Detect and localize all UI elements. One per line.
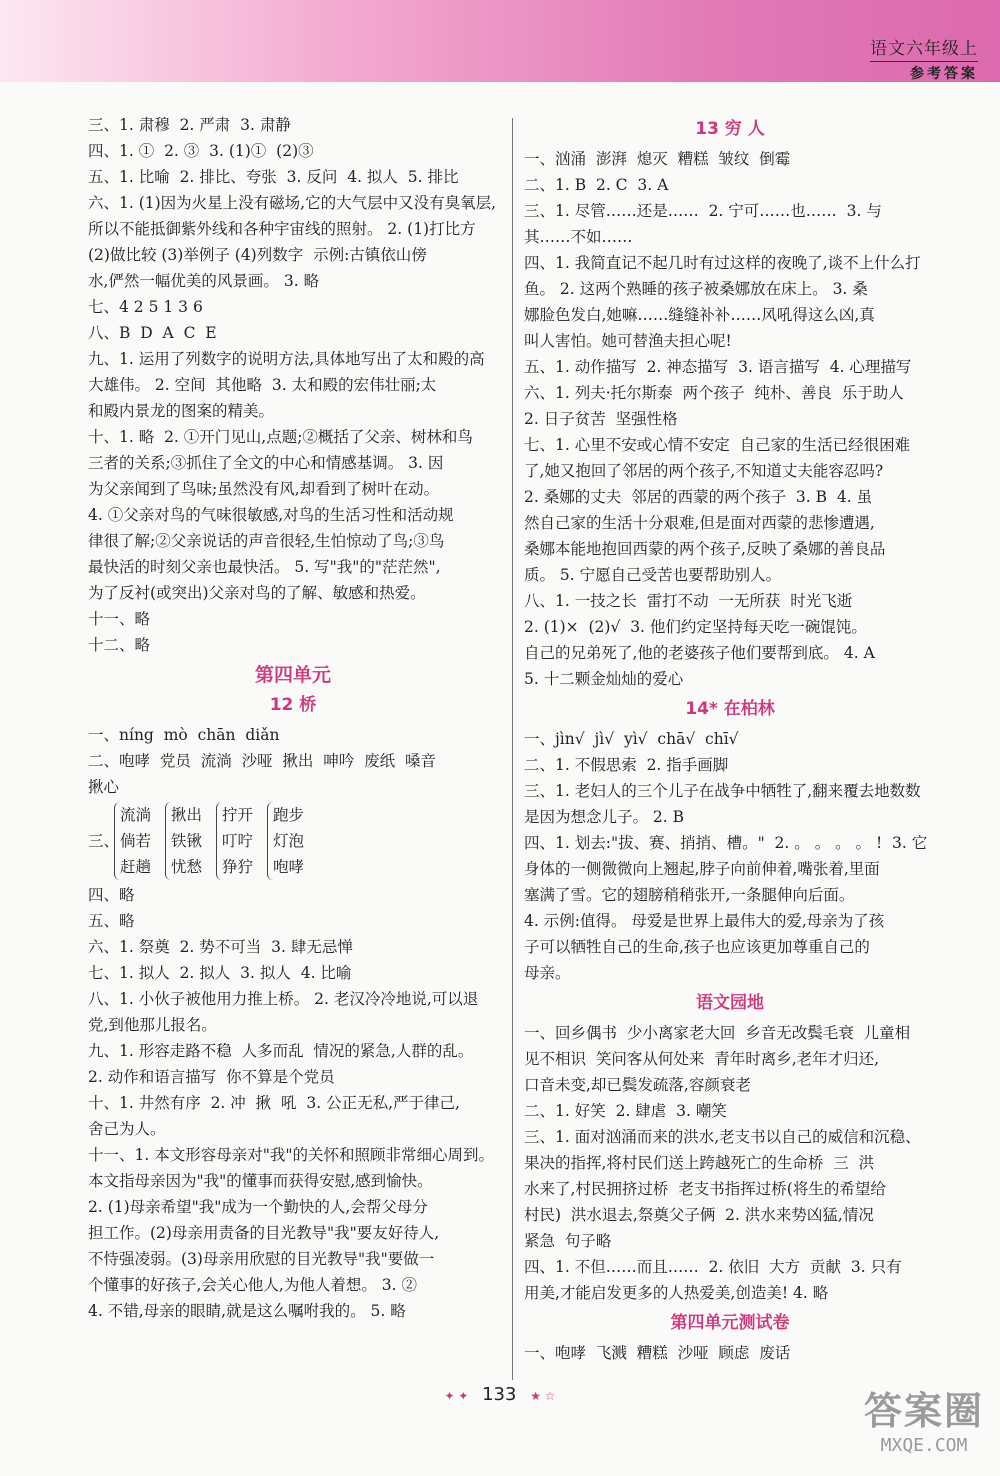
column-divider bbox=[512, 118, 513, 1380]
answer-item: 十一、1. 本文形容母亲对"我"的关怀和照顾非常细心周到。 本文指母亲因为"我"的懂事而获得安慰,感到愉快。 2. (1)母亲希望"我"成为一个勤快的人,会帮父母分 担工作。(2)母亲用责备的目光教导"我"要友好待人, 不恃强凌弱。(3)母亲用欣慰的目光教导"我"要做一 个懂事的好孩子,会关心他人,为他人着想。 3. ② 4. 不错,母亲的眼睛,就是这么嘱咐我的。 5. 略 bbox=[88, 1146, 494, 1320]
answer-item: 一、汹涌 澎湃 熄灭 糟糕 皱纹 倒霉 bbox=[524, 150, 791, 168]
answer-item: 七、4 2 5 1 3 6 bbox=[88, 298, 203, 316]
word: 赶趟 bbox=[120, 858, 152, 876]
book-subtitle: 参考答案 bbox=[870, 61, 978, 83]
answer-item: 二、咆哮 党员 流淌 沙哑 揪出 呻吟 废纸 嗓音 揪心 bbox=[88, 752, 436, 796]
watermark-logo bbox=[864, 1380, 984, 1456]
answer-item: 三、1. 面对汹涌而来的洪水,老支书以自己的威信和沉稳、 果决的指挥,将村民们送上跨越死亡的生命桥 三 洪 水来了,村民拥挤过桥 老支书指挥过桥(将生的希望给 村民) 洪水退去,祭奠父子俩 2. 洪水来势凶猛,情况 紧急 句子略 bbox=[524, 1128, 921, 1250]
answer-item: 二、1. 不假思索 2. 指手画脚 bbox=[524, 756, 729, 774]
answer-item: 三、1. 肃穆 2. 严肃 3. 肃静 bbox=[88, 116, 291, 134]
word-group bbox=[267, 802, 304, 880]
book-title: 语文六年级上 bbox=[870, 39, 978, 59]
answer-item: 六、1. (1)因为火星上没有磁场,它的大气层中又没有臭氧层, 所以不能抵御紫外线和各种宇宙线的照射。 2. (1)打比方 (2)做比较 (3)举例子 (4)列数字 示例:古镇依山傍 水,俨然一幅优美的风景画。 3. 略 bbox=[88, 194, 497, 290]
answer-item: 四、1. 划去:"拔、赛、捎捎、槽。" 2. 。 。 。 。 ! 3. 它 身体的一侧微微向上翘起,脖子向前伸着,嘴张着,里面 塞满了雪。它的翅膀稍稍张开,一条腿伸向后面。 4. 示例:值得。 母爱是世界上最伟大的爱,母亲为了孩 子可以牺牲自己的生命,孩子也应该更加尊重自己的 母亲。 bbox=[524, 834, 928, 982]
word: 咆哮 bbox=[273, 858, 305, 876]
answer-item: 五、1. 比喻 2. 排比、夸张 3. 反问 4. 拟人 5. 排比 bbox=[88, 168, 459, 186]
answer-item: 四、略 bbox=[88, 886, 135, 904]
word-groups bbox=[88, 802, 498, 880]
word: 倘若 bbox=[120, 832, 152, 850]
answer-item: 七、1. 拟人 2. 拟人 3. 拟人 4. 比喻 bbox=[88, 964, 352, 982]
word: 忧愁 bbox=[171, 858, 203, 876]
answer-item: 四、1. 我简直记不起几时有过这样的夜晚了,谈不上什么打 鱼。 2. 这两个熟睡的孩子被桑娜放在床上。 3. 桑 娜脸色发白,她嘛……缝缝补补……风吼得这么凶,真 叫人害怕。她可替渔夫担心呢! bbox=[524, 254, 921, 350]
right-column bbox=[524, 112, 936, 1366]
answer-item: 二、1. B 2. C 3. A bbox=[524, 176, 669, 194]
word: 拧开 bbox=[222, 806, 254, 824]
answer-item: 十、1. 略 2. ①开门见山,点题;②概括了父亲、树林和鸟 三者的关系;③抓住了全文的中心和情感基调。 3. 因 为父亲闻到了鸟味;虽然没有风,却看到了树叶在动。 4. ①父亲对鸟的气味很敏感,对鸟的生活习性和活动规 律很了解;②父亲说话的声音很轻,生怕惊动了鸟;③鸟 最快活的时刻父亲也最快活。 5. 写"我"的"茫茫然", 为了反衬(或突出)父亲对鸟的了解、敏感和热爱。 bbox=[88, 428, 473, 602]
lesson-title: 13 穷 人 bbox=[695, 119, 765, 139]
answer-item: 一、回乡偶书 少小离家老大回 乡音无改鬓毛衰 儿童相 见不相识 笑问客从何处来 青年时离乡,老年才归还, 口音未变,却已鬓发疏落,容颜衰老 bbox=[524, 1024, 911, 1094]
lesson-title: 12 桥 bbox=[269, 695, 317, 715]
word: 铁锹 bbox=[171, 832, 203, 850]
answer-item: 八、1. 小伙子被他用力推上桥。 2. 老汉冷冷地说,可以退 党,到他那儿报名。 bbox=[88, 990, 479, 1034]
star-decoration-icon: ✦ ✦ bbox=[444, 1389, 469, 1403]
unit-title: 第四单元 bbox=[254, 664, 331, 686]
word: 流淌 bbox=[120, 806, 152, 824]
answer-item: 三、1. 老妇人的三个儿子在战争中牺牲了,翻来覆去地数数 是因为想念儿子。 2. B bbox=[524, 782, 921, 826]
watermark-text: 答案圈 bbox=[863, 1389, 984, 1433]
answer-item: 八、B D A C E bbox=[88, 324, 217, 342]
answer-item: 六、1. 列夫·托尔斯泰 两个孩子 纯朴、善良 乐于助人 2. 日子贫苦 坚强性格 bbox=[524, 384, 904, 428]
answer-item: 一、咆哮 飞溅 糟糕 沙哑 顾虑 废话 bbox=[524, 1344, 791, 1362]
page-footer bbox=[0, 1384, 1000, 1405]
word: 跑步 bbox=[273, 806, 305, 824]
answer-item: 一、jìn√ jì√ yì√ chā√ chī√ bbox=[524, 730, 739, 748]
answer-item: 七、1. 心里不安或心情不安定 自己家的生活已经很困难 了,她又抱回了邻居的两个孩子,不知道丈夫能容忍吗? 2. 桑娜的丈夫 邻居的西蒙的两个孩子 3. B 4. 虽 然自己家的生活十分艰难,但是面对西蒙的悲惨遭遇, 桑娜本能地抱回西蒙的两个孩子,反映了桑娜的善良品 质。 5. 宁愿自己受苦也要帮助别人。 bbox=[524, 436, 911, 584]
left-column bbox=[88, 112, 498, 1324]
star-decoration-icon: ★ ☆ bbox=[530, 1389, 556, 1403]
answer-item: 十、1. 井然有序 2. 冲 揪 吼 3. 公正无私,严于律己, 舍己为人。 bbox=[88, 1094, 460, 1138]
word-group bbox=[165, 802, 202, 880]
watermark-url: MXQE.COM bbox=[880, 1435, 968, 1456]
answer-item: 六、1. 祭奠 2. 势不可当 3. 肆无忌惮 bbox=[88, 938, 353, 956]
answer-item: 四、1. 不但……而且…… 2. 依旧 大方 贡献 3. 只有 用美,才能启发更多的人热爱美,创造美! 4. 略 bbox=[524, 1258, 902, 1302]
word: 狰狞 bbox=[222, 858, 254, 876]
answer-item: 九、1. 形容走路不稳 人多而乱 情况的紧急,人群的乱。 2. 动作和语言描写 你不算是个党员 bbox=[88, 1042, 474, 1086]
word: 叮咛 bbox=[222, 832, 254, 850]
page-number: 133 bbox=[482, 1384, 517, 1405]
section-title: 语文园地 bbox=[696, 993, 764, 1013]
answer-item: 三、1. 尽管……还是…… 2. 宁可……也…… 3. 与 其……不如…… bbox=[524, 202, 882, 246]
answer-item: 十一、略 bbox=[88, 610, 151, 628]
header-label bbox=[870, 34, 978, 83]
word-group bbox=[114, 802, 151, 880]
header-banner bbox=[0, 0, 1000, 82]
answer-item: 五、1. 动作描写 2. 神态描写 3. 语言描写 4. 心理描写 bbox=[524, 358, 912, 376]
answer-item: 四、1. ① 2. ③ 3. (1)① (2)③ bbox=[88, 142, 314, 160]
word: 灯泡 bbox=[273, 832, 305, 850]
lesson-title: 14* 在柏林 bbox=[685, 699, 775, 719]
section-title: 第四单元测试卷 bbox=[670, 1313, 790, 1333]
word-group bbox=[216, 802, 253, 880]
answer-item: 十二、略 bbox=[88, 636, 151, 654]
word: 揪出 bbox=[171, 806, 203, 824]
answer-item: 五、略 bbox=[88, 912, 135, 930]
answer-item: 一、níng mò chān diǎn bbox=[88, 726, 280, 744]
answer-item: 二、1. 好笑 2. 肆虐 3. 嘲笑 bbox=[524, 1102, 727, 1120]
answer-item: 八、1. 一技之长 雷打不动 一无所获 时光飞逝 2. (1)× (2)√ 3. 他们约定坚持每天吃一碗馄饨。 自己的兄弟死了,他的老婆孩子他们要帮到底。 4. A 5. 十二颗金灿灿的爱心 bbox=[524, 592, 875, 688]
answer-label: 三、 bbox=[88, 832, 120, 850]
answer-item: 九、1. 运用了列数字的说明方法,具体地写出了太和殿的高 大雄伟。 2. 空间 其他略 3. 太和殿的宏伟壮丽;太 和殿内景龙的图案的精美。 bbox=[88, 350, 485, 420]
